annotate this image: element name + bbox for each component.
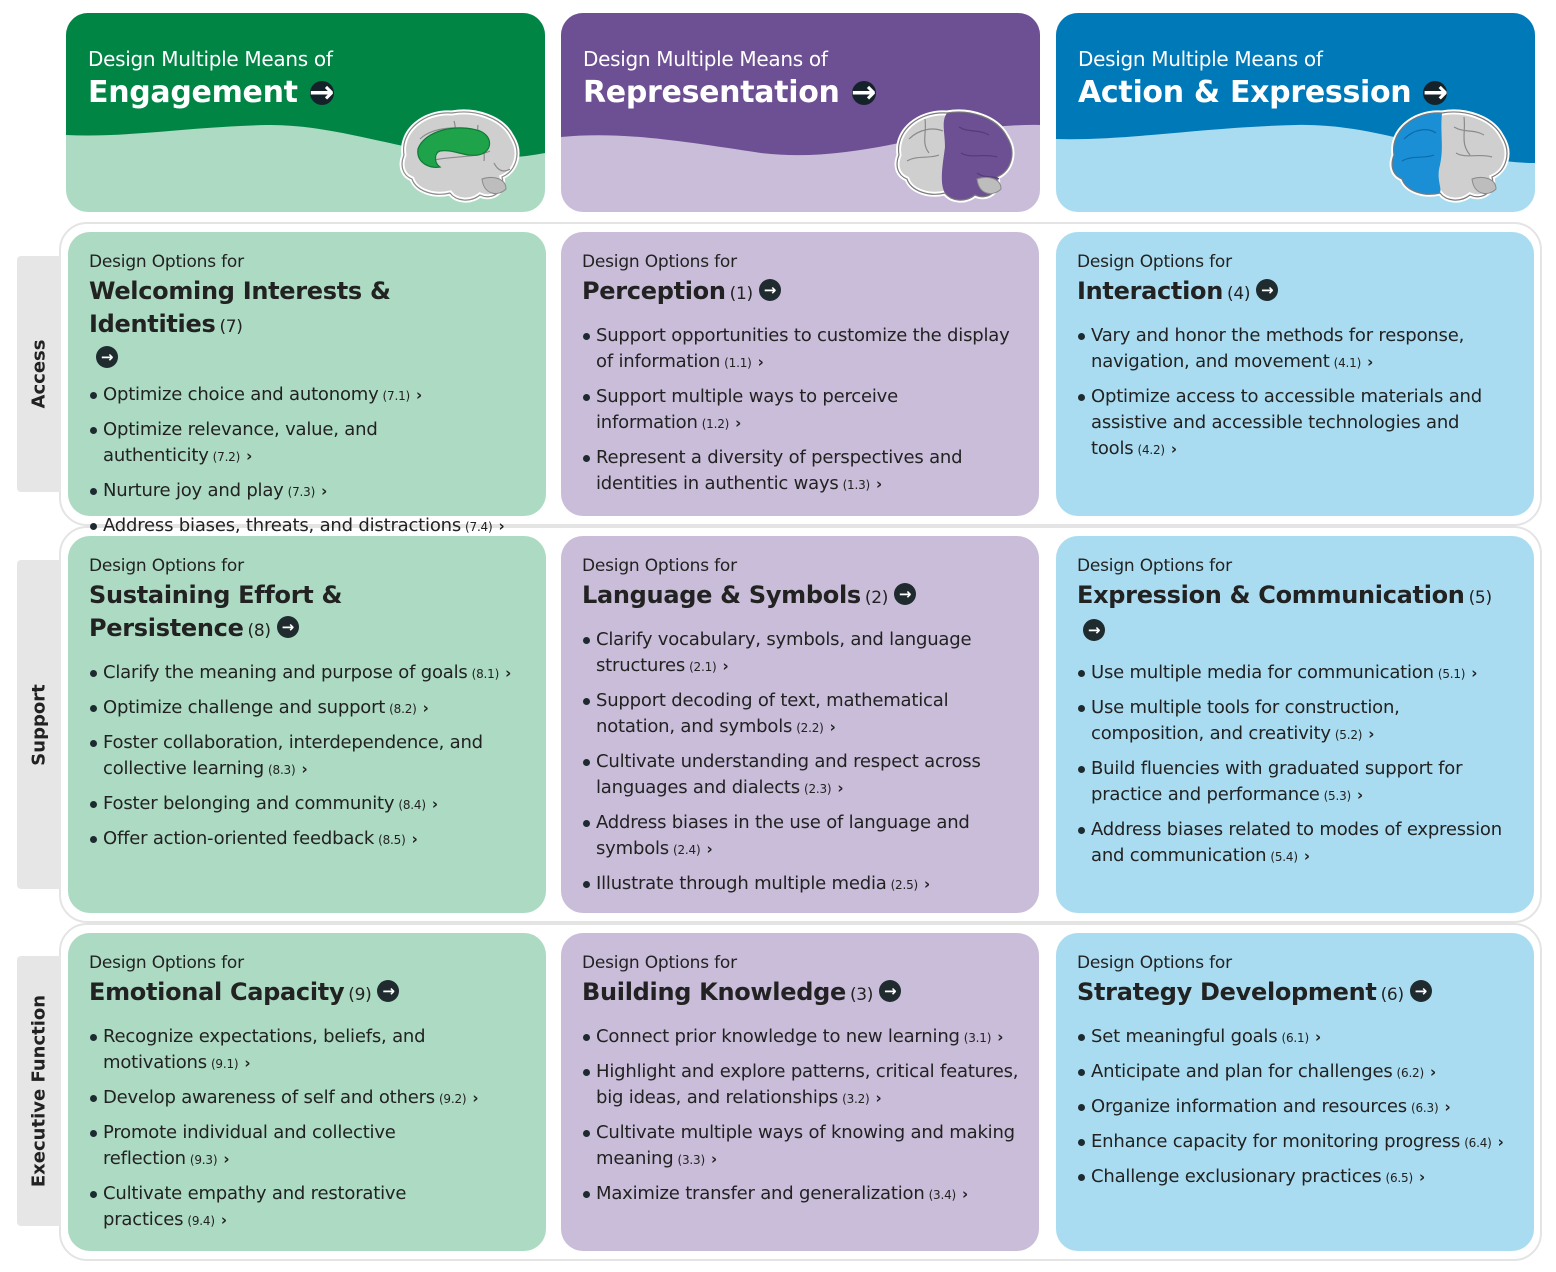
guideline-code: (5.2) [1334,728,1363,742]
card-title-text: Building Knowledge [582,978,846,1006]
chevron-right-icon[interactable]: › [1367,353,1374,371]
row-label-text: Access [28,339,50,409]
guideline-item-text: Highlight and explore patterns, critical features, big ideas, and relationships [596,1061,1019,1108]
guideline-code: (7.2) [212,450,241,464]
guideline-item-text: Illustrate through multiple media [596,873,887,894]
chevron-right-icon[interactable]: › [875,1089,882,1107]
guideline-code: (5.1) [1437,667,1466,681]
card-pre: Design Options for [89,953,244,973]
guideline-item-text: Clarify vocabulary, symbols, and language structures [596,629,972,676]
guideline-item[interactable] [89,1085,526,1112]
guideline-item-text: Support opportunities to customize the display of information [596,325,1010,372]
arrow-right-icon[interactable]: → [1410,980,1432,1002]
header-engagement[interactable] [66,13,545,212]
guideline-code: (2.3) [803,782,832,796]
guideline-code: (8.4) [398,798,426,812]
arrow-right-icon[interactable]: → [1422,75,1448,110]
card-title-number: (3) [849,985,874,1005]
guideline-item[interactable] [582,323,1019,376]
guideline-item-text: Represent a diversity of perspectives and identities in authentic ways [596,447,963,494]
header-pre: Design Multiple Means of [583,47,828,71]
header-representation[interactable] [561,13,1040,212]
header-title[interactable] [583,75,876,110]
guideline-code: (1.1) [724,356,752,370]
guideline-item[interactable] [89,1120,526,1173]
chevron-right-icon[interactable]: › [411,830,418,848]
guideline-list [1077,323,1514,463]
chevron-right-icon[interactable]: › [472,1089,479,1107]
card-title-number: (6) [1380,985,1404,1005]
chevron-right-icon[interactable]: › [837,779,844,797]
card-title[interactable] [89,976,526,1012]
guideline-code: (5.3) [1323,789,1352,803]
guideline-item[interactable] [582,810,1019,863]
card-sustaining-effort-persistence [68,536,546,913]
guideline-code: (2.5) [890,878,919,892]
guideline-item[interactable] [582,1059,1019,1112]
card-title-number: (2) [864,588,889,608]
card-pre: Design Options for [582,252,737,272]
chevron-right-icon[interactable]: › [321,482,328,500]
header-pre: Design Multiple Means of [88,47,333,71]
guideline-item-text: Optimize challenge and support [103,697,386,718]
card-title-number: (5) [1468,588,1492,608]
guideline-list [582,323,1019,498]
guideline-item[interactable] [1077,660,1514,687]
row-label-text: Support [28,683,50,766]
chevron-right-icon[interactable]: › [1471,664,1478,682]
card-title[interactable] [582,579,1019,615]
chevron-right-icon[interactable]: › [1303,847,1310,865]
guideline-item-text: Build fluencies with graduated support for practice and performance [1091,758,1463,805]
chevron-right-icon[interactable]: › [1418,1168,1425,1186]
guideline-code: (6.3) [1411,1101,1439,1115]
row-label-executive-function [17,956,61,1226]
card-title-text: Welcoming Interests & Identities [89,277,391,338]
guideline-item[interactable] [89,660,526,687]
card-title[interactable] [582,976,1019,1012]
guideline-item[interactable] [582,871,1019,898]
card-title-number: (1) [729,284,753,304]
card-title-text: Strategy Development [1077,978,1377,1006]
chevron-right-icon[interactable]: › [505,664,512,682]
guideline-item[interactable] [89,382,526,409]
card-pre: Design Options for [1077,953,1232,973]
arrow-right-icon[interactable]: → [879,980,901,1002]
guideline-item-text: Foster belonging and community [103,793,395,814]
guideline-item[interactable] [1077,756,1514,809]
chevron-right-icon[interactable]: › [431,795,438,813]
chevron-right-icon[interactable]: › [706,840,713,858]
guideline-item-text: Nurture joy and play [103,480,284,501]
arrow-right-icon[interactable]: → [759,279,781,301]
chevron-right-icon[interactable]: › [244,1054,251,1072]
guideline-item-text: Anticipate and plan for challenges [1091,1061,1393,1082]
guideline-item[interactable] [1077,1129,1514,1156]
card-title-text: Expression & Communication [1077,581,1465,609]
chevron-right-icon[interactable]: › [1170,440,1177,458]
card-pre: Design Options for [89,252,244,272]
guideline-code: (7.3) [287,485,316,499]
chevron-right-icon[interactable]: › [1368,725,1375,743]
chevron-right-icon[interactable]: › [1314,1028,1321,1046]
row-label-support [17,560,61,889]
chevron-right-icon[interactable]: › [220,1211,227,1229]
guideline-code: (6.5) [1385,1171,1413,1185]
guideline-code: (8.2) [389,702,417,716]
guideline-code: (9.1) [210,1057,239,1071]
chevron-right-icon[interactable]: › [876,475,883,493]
guideline-code: (8.1) [471,667,500,681]
guideline-item[interactable] [582,749,1019,802]
guideline-item[interactable] [89,730,526,783]
guideline-code: (6.2) [1396,1066,1424,1080]
guideline-item-text: Optimize choice and autonomy [103,384,379,405]
guideline-code: (7.4) [465,520,493,534]
card-title-text: Language & Symbols [582,581,861,609]
guideline-code: (3.1) [963,1031,992,1045]
guideline-item-text: Connect prior knowledge to new learning [596,1026,960,1047]
guideline-item[interactable] [1077,695,1514,748]
card-pre: Design Options for [1077,556,1232,576]
guideline-item-text: Offer action-oriented feedback [103,828,375,849]
card-title[interactable] [89,579,526,648]
guideline-list [89,382,526,540]
brain-frontal-icon [1384,103,1514,207]
card-interaction [1056,232,1534,516]
guideline-item[interactable] [89,695,526,722]
guideline-item-text: Address biases in the use of language and symbols [596,812,970,859]
card-title[interactable] [1077,579,1514,648]
chevron-right-icon[interactable]: › [422,699,429,717]
card-title-text: Interaction [1077,277,1223,305]
arrow-right-icon[interactable]: → [309,75,335,110]
card-title[interactable] [1077,976,1514,1012]
guideline-item-text: Maximize transfer and generalization [596,1183,925,1204]
header-title-text: Action & Expression [1078,75,1412,110]
guideline-item-text: Address biases related to modes of expression and communication [1091,819,1502,866]
header-title[interactable] [88,75,334,110]
chevron-right-icon[interactable]: › [301,760,308,778]
guideline-item[interactable] [89,1181,526,1234]
guideline-code: (7.1) [382,389,410,403]
guideline-item-text: Support multiple ways to perceive information [596,386,899,433]
guideline-code: (2.4) [672,843,701,857]
arrow-right-icon[interactable]: → [1256,279,1278,301]
guideline-list [1077,660,1514,870]
guideline-code: (6.4) [1464,1136,1492,1150]
guideline-item[interactable] [582,1120,1019,1173]
card-title-number: (8) [247,621,271,641]
guideline-item[interactable] [1077,1024,1514,1051]
guideline-code: (3.4) [928,1188,957,1202]
guideline-item[interactable] [582,627,1019,680]
chevron-right-icon[interactable]: › [223,1150,230,1168]
guideline-item-text: Optimize access to accessible materials and assistive and accessible technologies and tools [1091,386,1482,459]
row-label-text: Executive Function [28,994,50,1188]
card-pre: Design Options for [582,556,737,576]
header-title-text: Representation [583,75,840,110]
guideline-item[interactable] [582,688,1019,741]
card-language-symbols [561,536,1039,913]
guideline-code: (9.4) [187,1214,215,1228]
guideline-item[interactable] [1077,1094,1514,1121]
card-pre: Design Options for [582,953,737,973]
guideline-item[interactable] [89,826,526,853]
brain-limbic-icon [394,103,524,207]
guideline-item[interactable] [1077,323,1514,376]
arrow-right-icon[interactable]: → [96,346,118,368]
guideline-item[interactable] [1077,384,1514,463]
card-pre: Design Options for [1077,252,1232,272]
guideline-list [582,1024,1019,1208]
header-title-text: Engagement [88,75,298,110]
guideline-code: (4.1) [1333,356,1362,370]
guideline-item-text: Cultivate multiple ways of knowing and making meaning [596,1122,1015,1169]
chevron-right-icon[interactable]: › [1444,1098,1451,1116]
guideline-item[interactable] [1077,1059,1514,1086]
guideline-item[interactable] [1077,817,1514,870]
card-building-knowledge [561,933,1039,1251]
arrow-right-icon[interactable]: → [277,616,299,638]
guideline-code: (8.5) [378,833,406,847]
card-emotional-capacity [68,933,546,1251]
guideline-item-text: Use multiple media for communication [1091,662,1434,683]
header-action-expression[interactable] [1056,13,1535,212]
guideline-item-text: Cultivate understanding and respect across languages and dialects [596,751,981,798]
guideline-code: (8.3) [268,763,296,777]
guideline-item-text: Promote individual and collective reflection [103,1122,396,1169]
card-title[interactable] [89,275,526,370]
arrow-right-icon[interactable]: → [894,583,916,605]
brain-posterior-icon [889,103,1019,207]
guideline-code: (1.3) [842,478,871,492]
guideline-code: (2.2) [796,721,824,735]
guideline-item[interactable] [89,791,526,818]
card-title-text: Perception [582,277,726,305]
card-title-number: (4) [1227,284,1251,304]
guideline-item-text: Use multiple tools for construction, composition, and creativity [1091,697,1400,744]
card-title[interactable] [582,275,1019,311]
guideline-item-text: Challenge exclusionary practices [1091,1166,1382,1187]
chevron-right-icon[interactable]: › [1429,1063,1436,1081]
guideline-item-text: Optimize relevance, value, and authenticity [103,419,378,466]
guideline-item-text: Develop awareness of self and others [103,1087,435,1108]
row-label-access [17,256,61,492]
guideline-item-text: Recognize expectations, beliefs, and motivations [103,1026,426,1073]
card-title[interactable] [1077,275,1514,311]
guideline-code: (6.1) [1281,1031,1309,1045]
chevron-right-icon[interactable]: › [735,414,742,432]
guideline-item-text: Enhance capacity for monitoring progress [1091,1131,1461,1152]
guideline-item-text: Address biases, threats, and distractions [103,515,462,536]
arrow-right-icon[interactable]: → [1083,619,1105,641]
guideline-item[interactable] [582,445,1019,498]
arrow-right-icon[interactable]: → [851,75,877,110]
chevron-right-icon[interactable]: › [246,447,253,465]
card-expression-communication [1056,536,1534,913]
card-strategy-development [1056,933,1534,1251]
chevron-right-icon[interactable]: › [829,718,836,736]
card-title-number: (7) [219,317,243,337]
chevron-right-icon[interactable]: › [722,657,729,675]
guideline-item-text: Organize information and resources [1091,1096,1407,1117]
chevron-right-icon[interactable]: › [710,1150,717,1168]
guideline-list [89,1024,526,1234]
card-title-number: (9) [348,985,372,1005]
card-pre: Design Options for [89,556,244,576]
card-perception [561,232,1039,516]
guideline-code: (4.2) [1137,443,1165,457]
card-welcoming-interests-identities [68,232,546,536]
guideline-list [582,627,1019,898]
guideline-code: (3.2) [842,1092,870,1106]
chevron-right-icon[interactable]: › [997,1028,1004,1046]
guideline-item[interactable] [582,384,1019,437]
guideline-item[interactable] [89,417,526,470]
chevron-right-icon[interactable]: › [962,1185,968,1203]
guideline-code: (3.3) [677,1153,705,1167]
guideline-code: (2.1) [689,660,717,674]
guideline-code: (1.2) [701,417,730,431]
guideline-item-text: Set meaningful goals [1091,1026,1278,1047]
guideline-item-text: Cultivate empathy and restorative practices [103,1183,407,1230]
chevron-right-icon[interactable]: › [416,386,422,404]
guideline-item-text: Foster collaboration, interdependence, and collective learning [103,732,483,779]
guideline-code: (9.2) [438,1092,467,1106]
card-title-text: Sustaining Effort & Persistence [89,581,343,642]
guideline-list [1077,1024,1514,1191]
guideline-item-text: Support decoding of text, mathematical notation, and symbols [596,690,949,737]
card-title-text: Emotional Capacity [89,978,345,1006]
chevron-right-icon[interactable]: › [757,353,764,371]
guideline-item-text: Vary and honor the methods for response, navigation, and movement [1091,325,1465,372]
header-pre: Design Multiple Means of [1078,47,1323,71]
guideline-code: (5.4) [1270,850,1298,864]
chevron-right-icon[interactable]: › [924,875,931,893]
chevron-right-icon[interactable]: › [1357,786,1364,804]
guideline-item[interactable] [89,478,526,505]
guideline-item[interactable] [1077,1164,1514,1191]
guideline-code: (9.3) [189,1153,218,1167]
guideline-item-text: Clarify the meaning and purpose of goals [103,662,468,683]
arrow-right-icon[interactable]: → [377,980,399,1002]
chevron-right-icon[interactable]: › [498,517,505,535]
guideline-item[interactable] [582,1024,1019,1051]
guideline-list [89,660,526,853]
chevron-right-icon[interactable]: › [1497,1133,1504,1151]
guideline-item[interactable] [89,1024,526,1077]
guideline-item[interactable] [582,1181,1019,1208]
